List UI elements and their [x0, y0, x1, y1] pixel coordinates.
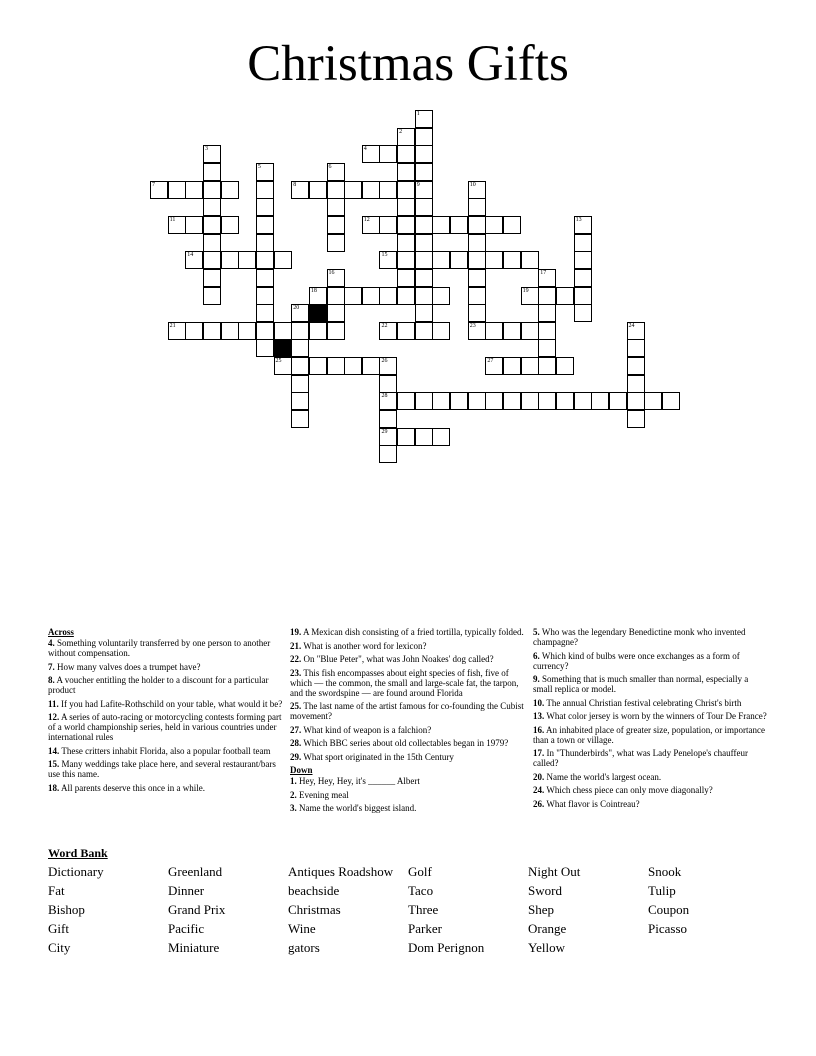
wordbank-word: Golf	[408, 864, 432, 879]
grid-cell[interactable]	[574, 287, 592, 305]
clue-down-16: 16. An inhabited place of greater size, population, or importance than a town or village.	[533, 724, 765, 745]
grid-clue-number: 4	[363, 146, 367, 153]
puzzle-title: Christmas Gifts	[247, 36, 569, 92]
clue-down-10: 10. The annual Christian festival celebrating Christ's birth	[533, 697, 742, 708]
wordbank-word: Coupon	[648, 902, 690, 917]
clue-across-14: 14. These critters inhabit Florida, also a popular football team	[48, 745, 271, 756]
grid-cell[interactable]	[503, 216, 521, 234]
grid-cell[interactable]	[397, 251, 415, 269]
grid-cell[interactable]	[432, 428, 450, 446]
grid-cell[interactable]	[415, 322, 433, 340]
grid-cell[interactable]	[503, 392, 521, 410]
clue-down-6: 6. Which kind of bulbs were once exchanges as a form of currency?	[533, 650, 740, 671]
grid-cell[interactable]	[379, 181, 397, 199]
wordbank-word: Miniature	[168, 940, 220, 955]
grid-cell[interactable]	[627, 392, 645, 410]
grid-cell[interactable]	[397, 216, 415, 234]
grid-clue-number: 26	[381, 358, 388, 365]
clue-across-29: 29. What sport originated in the 15th Century	[290, 751, 454, 762]
grid-cell[interactable]	[256, 322, 274, 340]
grid-cell[interactable]	[291, 392, 309, 410]
clue-down-2: 2. Evening meal	[290, 789, 349, 800]
grid-cell[interactable]	[362, 287, 380, 305]
grid-cell[interactable]	[503, 357, 521, 375]
grid-cell[interactable]	[203, 322, 221, 340]
grid-cell[interactable]	[185, 216, 203, 234]
grid-cell[interactable]	[538, 287, 556, 305]
grid-cell[interactable]	[379, 287, 397, 305]
wordbank-word: Taco	[408, 883, 434, 898]
grid-cell[interactable]	[538, 304, 556, 322]
clue-across-18: 18. All parents deserve this once in a while.	[48, 782, 205, 793]
grid-cell[interactable]	[538, 322, 556, 340]
clue-across-19: 19. A Mexican dish consisting of a fried tortilla, typically folded.	[290, 627, 524, 637]
grid-cell[interactable]	[556, 357, 574, 375]
grid-cell[interactable]	[468, 251, 486, 269]
grid-cell[interactable]	[503, 322, 521, 340]
grid-cell[interactable]	[397, 163, 415, 181]
grid-cell[interactable]	[397, 287, 415, 305]
grid-cell[interactable]	[521, 322, 539, 340]
grid-clue-number: 5	[257, 163, 261, 170]
grid-cell[interactable]	[221, 251, 239, 269]
grid-cell[interactable]	[644, 392, 662, 410]
grid-cell[interactable]	[362, 181, 380, 199]
grid-cell[interactable]	[256, 287, 274, 305]
clue-down-1: 1. Hey, Hey, Hey, it's ______ Albert	[290, 776, 420, 786]
grid-cell[interactable]	[521, 357, 539, 375]
grid-cell[interactable]	[538, 339, 556, 357]
grid-cell[interactable]	[185, 181, 203, 199]
grid-cell[interactable]	[609, 392, 627, 410]
grid-cell[interactable]	[203, 198, 221, 216]
grid-cell[interactable]	[556, 392, 574, 410]
clue-down-24: 24. Which chess piece can only move diagonally?	[533, 785, 713, 795]
grid-cell[interactable]	[291, 339, 309, 357]
grid-cell[interactable]	[238, 322, 256, 340]
wordbank-word: Tulip	[648, 883, 676, 898]
grid-clue-number: 2	[399, 128, 403, 135]
grid-clue-number: 20	[293, 305, 300, 312]
grid-cell[interactable]	[450, 392, 468, 410]
grid-cell[interactable]	[627, 339, 645, 357]
grid-clue-number: 9	[416, 181, 420, 188]
grid-cell[interactable]	[468, 287, 486, 305]
wordbank-word: Dictionary	[48, 864, 104, 879]
grid-clue-number: 24	[628, 322, 635, 329]
wordbank-word: Wine	[288, 921, 316, 936]
grid-cell[interactable]	[574, 234, 592, 252]
grid-cell[interactable]	[574, 251, 592, 269]
grid-cell[interactable]	[627, 357, 645, 375]
grid-cell[interactable]	[468, 304, 486, 322]
grid-clue-number: 18	[310, 287, 317, 294]
wordbank-word: beachside	[288, 883, 340, 898]
grid-cell[interactable]	[327, 234, 345, 252]
wordbank-word: gators	[288, 940, 320, 955]
clue-down-26: 26. What flavor is Cointreau?	[533, 798, 640, 809]
grid-clue-number: 28	[381, 393, 388, 400]
clue-across-25: 25. The last name of the artist famous for co-founding the Cubist movement?	[290, 701, 524, 721]
grid-cell[interactable]	[327, 181, 345, 199]
grid-clue-number: 14	[187, 252, 194, 259]
grid-cell[interactable]	[309, 322, 327, 340]
grid-cell[interactable]	[274, 322, 292, 340]
clue-across-8: 8. A voucher entitling the holder to a discount for a particular product	[48, 675, 269, 695]
grid-clue-number: 6	[328, 163, 332, 170]
wordbank-word: Yellow	[528, 940, 565, 955]
clue-down-13: 13. What color jersey is worn by the winners of Tour De France?	[533, 711, 767, 721]
grid-cell[interactable]	[291, 410, 309, 428]
grid-cell[interactable]	[256, 269, 274, 287]
grid-cell[interactable]	[468, 234, 486, 252]
grid-cell[interactable]	[256, 198, 274, 216]
down-heading: Down	[290, 765, 313, 775]
grid-cell[interactable]	[538, 392, 556, 410]
grid-cell[interactable]	[379, 216, 397, 234]
grid-cell[interactable]	[450, 216, 468, 234]
grid-cell[interactable]	[203, 216, 221, 234]
grid-cell[interactable]	[327, 322, 345, 340]
clue-across-22: 22. On "Blue Peter", what was John Noakes' dog called?	[290, 654, 494, 664]
grid-cell[interactable]	[203, 181, 221, 199]
grid-clue-number: 17	[540, 269, 547, 276]
grid-clue-number: 29	[381, 428, 388, 435]
wordbank-word: Sword	[528, 883, 562, 898]
grid-clue-number: 21	[169, 322, 176, 329]
grid-clue-number: 22	[381, 322, 388, 329]
grid-clue-number: 19	[522, 287, 529, 294]
clues-column-3	[533, 627, 769, 812]
grid-cell[interactable]	[397, 428, 415, 446]
grid-cell[interactable]	[468, 392, 486, 410]
grid-clue-number: 15	[381, 252, 388, 259]
wordbank-word: Night Out	[528, 864, 581, 879]
grid-clue-number: 11	[169, 216, 176, 223]
grid-cell[interactable]	[344, 357, 362, 375]
grid-cell[interactable]	[591, 392, 609, 410]
grid-cell[interactable]	[485, 322, 503, 340]
grid-cell[interactable]	[485, 392, 503, 410]
grid-cell[interactable]	[291, 375, 309, 393]
grid-clue-number: 25	[275, 358, 282, 365]
grid-cell[interactable]	[432, 216, 450, 234]
grid-cell[interactable]	[221, 322, 239, 340]
grid-cell[interactable]	[238, 251, 256, 269]
grid-cell[interactable]	[256, 339, 274, 357]
grid-cell[interactable]	[432, 287, 450, 305]
grid-cell[interactable]	[344, 287, 362, 305]
grid-cell[interactable]	[521, 392, 539, 410]
grid-cell[interactable]	[521, 251, 539, 269]
grid-cell[interactable]	[379, 445, 397, 463]
grid-clue-number: 8	[293, 181, 297, 188]
wordbank-word: Shep	[528, 902, 554, 917]
grid-cell[interactable]	[662, 392, 680, 410]
grid-clue-number: 3	[204, 146, 208, 153]
clue-across-28: 28. Which BBC series about old collectables began in 1979?	[290, 738, 509, 748]
clue-across-7: 7. How many valves does a trumpet have?	[48, 661, 201, 672]
clue-across-23: 23. This fish encompasses about eight species of fish, five of which — the common, the small and large-scale fat, the tarpon, and the swordspine — are found around Florida	[290, 667, 519, 698]
grid-cell[interactable]	[256, 181, 274, 199]
clue-across-27: 27. What kind of weapon is a falchion?	[290, 724, 432, 735]
grid-clue-number: 7	[152, 181, 155, 188]
wordbank-word: Gift	[48, 921, 69, 936]
grid-cell[interactable]	[274, 251, 292, 269]
grid-cell[interactable]	[485, 251, 503, 269]
grid-cell[interactable]	[485, 216, 503, 234]
grid-cell[interactable]	[327, 287, 345, 305]
grid-cell[interactable]	[415, 287, 433, 305]
grid-cell[interactable]	[291, 322, 309, 340]
grid-cell[interactable]	[379, 410, 397, 428]
grid-cell[interactable]	[362, 357, 380, 375]
grid-cell[interactable]	[397, 145, 415, 163]
grid-cell[interactable]	[468, 269, 486, 287]
grid-cell[interactable]	[627, 375, 645, 393]
clue-across-21: 21. What is another word for lexicon?	[290, 640, 427, 651]
clue-down-3: 3. Name the world's biggest island.	[290, 803, 417, 813]
grid-cell[interactable]	[415, 163, 433, 181]
grid-cell[interactable]	[415, 198, 433, 216]
grid-cell[interactable]	[574, 392, 592, 410]
grid-clue-number: 12	[363, 216, 370, 223]
grid-cell[interactable]	[556, 287, 574, 305]
wordbank-heading: Word Bank	[48, 846, 108, 860]
wordbank-word: Dom Perignon	[408, 940, 485, 955]
grid-clue-number: 1	[416, 111, 420, 117]
grid-cell[interactable]	[327, 216, 345, 234]
grid-cell[interactable]	[397, 234, 415, 252]
grid-cell[interactable]	[203, 269, 221, 287]
grid-clue-number: 13	[575, 216, 582, 223]
wordbank-word: Christmas	[288, 902, 341, 917]
grid-cell[interactable]	[221, 216, 239, 234]
grid-cell[interactable]	[379, 375, 397, 393]
grid-cell[interactable]	[415, 216, 433, 234]
grid-cell[interactable]	[415, 304, 433, 322]
clue-across-4: 4. Something voluntarily transferred by one person to another without compensation.	[48, 638, 271, 658]
clue-across-12: 12. A series of auto-racing or motorcycling contests forming part of a world championship series, held in various countries under international rules	[48, 712, 282, 742]
clues-column-2	[290, 627, 526, 817]
grid-cell[interactable]	[397, 181, 415, 199]
grid-cell[interactable]	[256, 216, 274, 234]
grid-cell[interactable]	[627, 410, 645, 428]
clue-down-17: 17. In "Thunderbirds", what was Lady Penelope's chauffeur called?	[533, 748, 748, 768]
grid-cell[interactable]	[415, 251, 433, 269]
grid-cell[interactable]	[415, 145, 433, 163]
wordbank-word: Parker	[408, 921, 442, 936]
grid-cell[interactable]	[203, 234, 221, 252]
grid-cell[interactable]	[503, 251, 521, 269]
grid-cell[interactable]	[203, 163, 221, 181]
wordbank-word: Pacific	[168, 921, 205, 936]
grid-cell[interactable]	[379, 145, 397, 163]
grid-cell[interactable]	[538, 357, 556, 375]
wordbank-word: Bishop	[48, 902, 85, 917]
wordbank-word: Fat	[48, 883, 65, 898]
wordbank-word: Orange	[528, 921, 567, 936]
grid-cell[interactable]	[344, 181, 362, 199]
grid-cell[interactable]	[432, 322, 450, 340]
wordbank-word: Snook	[648, 864, 682, 879]
grid-cell[interactable]	[168, 181, 186, 199]
wordbank-word: Picasso	[648, 921, 687, 936]
grid-cell[interactable]	[327, 357, 345, 375]
grid-cell[interactable]	[468, 216, 486, 234]
wordbank-word: Antiques Roadshow	[288, 864, 394, 879]
clue-down-9: 9. Something that is much smaller than normal, especially a small replica or model.	[533, 674, 749, 694]
grid-cell[interactable]	[327, 304, 345, 322]
grid-cell[interactable]	[415, 392, 433, 410]
grid-cell[interactable]	[256, 251, 274, 269]
grid-clue-number: 27	[487, 358, 494, 365]
wordbank-word: City	[48, 940, 71, 955]
grid-cell[interactable]	[397, 392, 415, 410]
grid-cell[interactable]	[415, 428, 433, 446]
grid-cell[interactable]	[309, 181, 327, 199]
wordbank-word: Dinner	[168, 883, 205, 898]
grid-clue-number: 10	[469, 181, 476, 188]
grid-cell[interactable]	[185, 322, 203, 340]
grid-cell[interactable]	[450, 251, 468, 269]
clue-across-11: 11. If you had Lafite-Rothschild on your table, what would it be?	[48, 698, 283, 709]
wordbank-word: Grand Prix	[168, 902, 226, 917]
grid-cell[interactable]	[432, 251, 450, 269]
grid-cell[interactable]	[397, 269, 415, 287]
grid-cell[interactable]	[574, 304, 592, 322]
grid-cell[interactable]	[574, 269, 592, 287]
clue-across-15: 15. Many weddings take place here, and several restaurant/bars use this name.	[48, 759, 276, 779]
clue-down-5: 5. Who was the legendary Benedictine monk who invented champagne?	[533, 627, 746, 647]
wordbank-word: Greenland	[168, 864, 223, 879]
grid-cell[interactable]	[468, 198, 486, 216]
clues-column-1	[48, 627, 284, 796]
grid-clue-number: 16	[328, 269, 335, 276]
grid-black-square	[309, 304, 327, 322]
grid-cell[interactable]	[221, 181, 239, 199]
grid-cell[interactable]	[309, 357, 327, 375]
grid-cell[interactable]	[203, 251, 221, 269]
across-heading: Across	[48, 627, 74, 637]
crossword-grid	[0, 0, 816, 480]
grid-cell[interactable]	[291, 357, 309, 375]
grid-cell[interactable]	[415, 234, 433, 252]
grid-cell[interactable]	[397, 198, 415, 216]
grid-clue-number: 23	[469, 322, 476, 329]
grid-cell[interactable]	[397, 322, 415, 340]
grid-cell[interactable]	[327, 198, 345, 216]
wordbank-word: Three	[408, 902, 439, 917]
grid-cell[interactable]	[415, 128, 433, 146]
grid-cell[interactable]	[203, 287, 221, 305]
grid-black-square	[274, 339, 292, 357]
grid-cell[interactable]	[432, 392, 450, 410]
clue-down-20: 20. Name the world's largest ocean.	[533, 771, 662, 782]
grid-cell[interactable]	[256, 304, 274, 322]
grid-cell[interactable]	[415, 269, 433, 287]
grid-cell[interactable]	[256, 234, 274, 252]
